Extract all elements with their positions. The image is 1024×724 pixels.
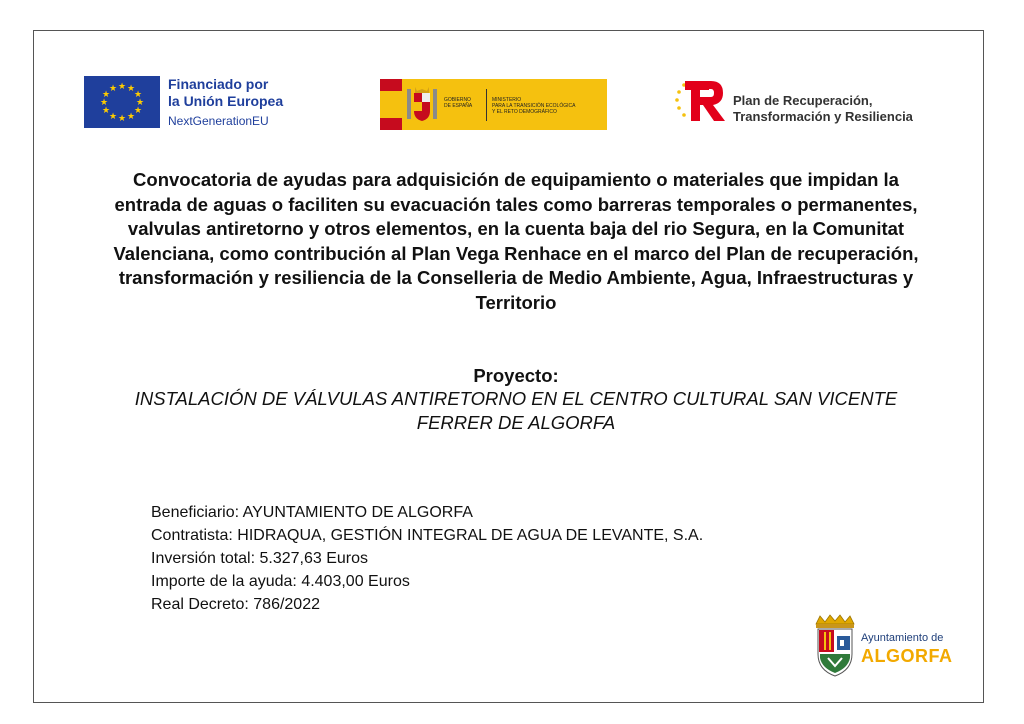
contratista-line: Contratista: HIDRAQUA, GESTIÓN INTEGRAL DE AGUA DE LEVANTE, S.A. xyxy=(151,527,704,544)
ministerio-text-3: Y EL RETO DEMOGRÁFICO xyxy=(492,109,557,115)
algorfa-coat-of-arms-icon xyxy=(810,614,860,678)
ministerio-text-1: MINISTERIO xyxy=(492,97,522,103)
plan-tr-mark-icon xyxy=(675,78,727,124)
ministerio-text-2: PARA LA TRANSICIÓN ECOLÓGICA xyxy=(492,103,576,109)
project-details xyxy=(151,501,703,616)
gobierno-divider xyxy=(486,89,487,121)
plan-text-line2: Transformación y Resiliencia xyxy=(733,109,913,124)
project-label: Proyecto: xyxy=(473,365,559,386)
eu-logo-line3: NextGenerationEU xyxy=(168,114,269,128)
algorfa-text: ALGORFA xyxy=(861,646,953,666)
project-name: INSTALACIÓN DE VÁLVULAS ANTIRETORNO EN EL CENTRO CULTURAL SAN VICENTE FERRER DE ALGORFA xyxy=(134,388,898,433)
eu-flag-icon: ★ ★ ★ ★ ★ ★ ★ ★ ★ ★ ★ ★ xyxy=(84,76,160,128)
beneficiario-line: Beneficiario: AYUNTAMIENTO DE ALGORFA xyxy=(151,504,473,521)
eu-logo-line2: la Unión Europea xyxy=(168,93,284,109)
gobierno-text-1: GOBIERNO xyxy=(444,97,471,103)
importe-line: Importe de la ayuda: 4.403,00 Euros xyxy=(151,573,410,590)
eu-funding-logo xyxy=(84,76,283,130)
plan-text-line1: Plan de Recuperación, xyxy=(733,93,873,108)
eu-logo-line1: Financiado por xyxy=(168,76,269,92)
inversion-line: Inversión total: 5.327,63 Euros xyxy=(151,550,369,567)
ayuntamiento-algorfa-logo xyxy=(810,614,980,678)
decreto-line: Real Decreto: 786/2022 xyxy=(151,596,320,613)
spain-coat-of-arms-icon xyxy=(405,85,439,125)
convocatoria-title: Convocatoria de ayudas para adquisición de equipamiento o materiales que impidan la entrada de aguas o faciliten su evacuación tales como barreras temporales o permanentes, valvulas antiretorno y otros elementos, en la cuenta baja del rio Segura, en la Comunitat Valenciana, como contribución al Plan Vega Renhace en el marco del Plan de recuperación, transformación y resiliencia de la Conselleria de Medio Ambiente, Agua, Infraestructuras y Territorio xyxy=(113,169,919,313)
spain-flag-icon xyxy=(380,79,402,130)
ayuntamiento-text: Ayuntamiento de xyxy=(861,632,944,644)
gobierno-espana-logo xyxy=(380,79,607,130)
gobierno-text-2: DE ESPAÑA xyxy=(444,103,473,109)
